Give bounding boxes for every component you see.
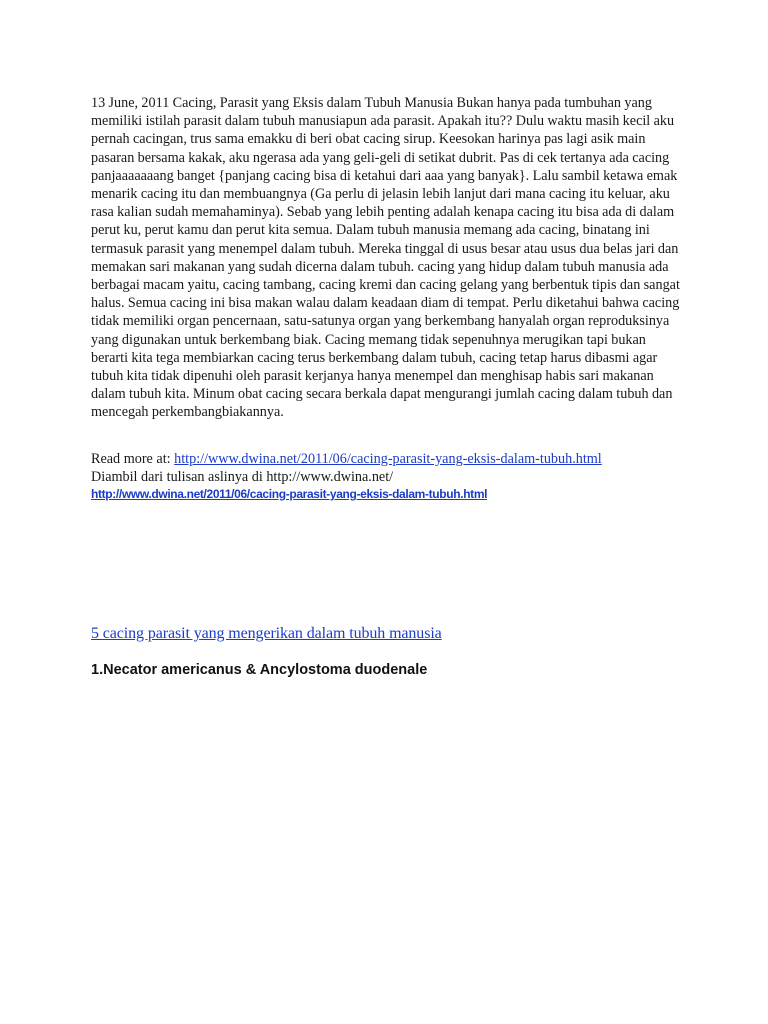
source-attribution-text: Diambil dari tulisan aslinya di http://www.dwina.net/	[91, 469, 394, 485]
read-more-line	[91, 450, 711, 468]
section-title-link[interactable]: 5 cacing parasit yang mengerikan dalam tubuh manusia	[91, 625, 442, 642]
read-more-label: Read more at:	[91, 451, 175, 467]
article-body-text: 13 June, 2011 Cacing, Parasit yang Eksis dalam Tubuh Manusia Bukan hanya pada tumbuhan yang memiliki istilah parasit dalam tubuh manusiapun ada parasit. Apakah itu?? Dulu waktu masih kecil aku pernah cacingan, trus sama emakku di beri obat cacing sirup. Keesokan harinya pas lagi asik main pasaran bersama kakak, aku ngerasa ada yang geli-geli di setikat dubrit. Pas di cek tertanya ada cacing panjaaaaaaang banget {panjang cacing bisa di ketahui dari aaa yang banyak}. Lalu sambil ketawa emak menarik cacing itu dan membuangnya (Ga perlu di jelasin lebih lanjut dari mana cacing itu keluar, aku rasa kalian sudah memahaminya). Sebab yang lebih penting adalah kenapa cacing itu bisa ada di dalam perut ku, perut kamu dan perut kita semua. Dalam tubuh manusia memang ada cacing, binatang ini termasuk parasit yang menempel dalam tubuh. Mereka tinggal di usus besar atau usus dua belas jari dan memakan sari makanan yang sudah dicerna dalam tubuh. cacing yang hidup dalam tubuh manusia ada berbagai macam yaitu, cacing tambang, cacing kremi dan cacing gelang yang berbentuk tipis dan sangat halus. Semua cacing ini bisa makan walau dalam keadaan diam di tempat. Perlu diketahui bahwa cacing tidak memiliki organ pencernaan, satu-satunya organ yang berkembang hanyalah organ reproduksinya yang digunakan untuk berkembang biak. Cacing memang tidak sepenuhnya merugikan tapi bukan berarti kita tega membiarkan cacing terus berkembang dalam tubuh, cacing tetap harus dibasmi agar tubuh kita tidak dipenuhi oleh parasit kerjanya hanya menempel dan menghisap habis sari makanan dalam tubuh kita. Minum obat cacing secara berkala dapat mengurangi jumlah cacing dalam tubuh dan mencegah perkembangbiakannya.	[91, 95, 680, 421]
read-more-link[interactable]: http://www.dwina.net/2011/06/cacing-parasit-yang-eksis-dalam-tubuh.html	[174, 451, 602, 467]
item-heading: 1.Necator americanus & Ancylostoma duodenale	[91, 662, 428, 678]
source-article-link[interactable]: http://www.dwina.net/2011/06/cacing-parasit-yang-eksis-dalam-tubuh.html	[91, 487, 488, 501]
